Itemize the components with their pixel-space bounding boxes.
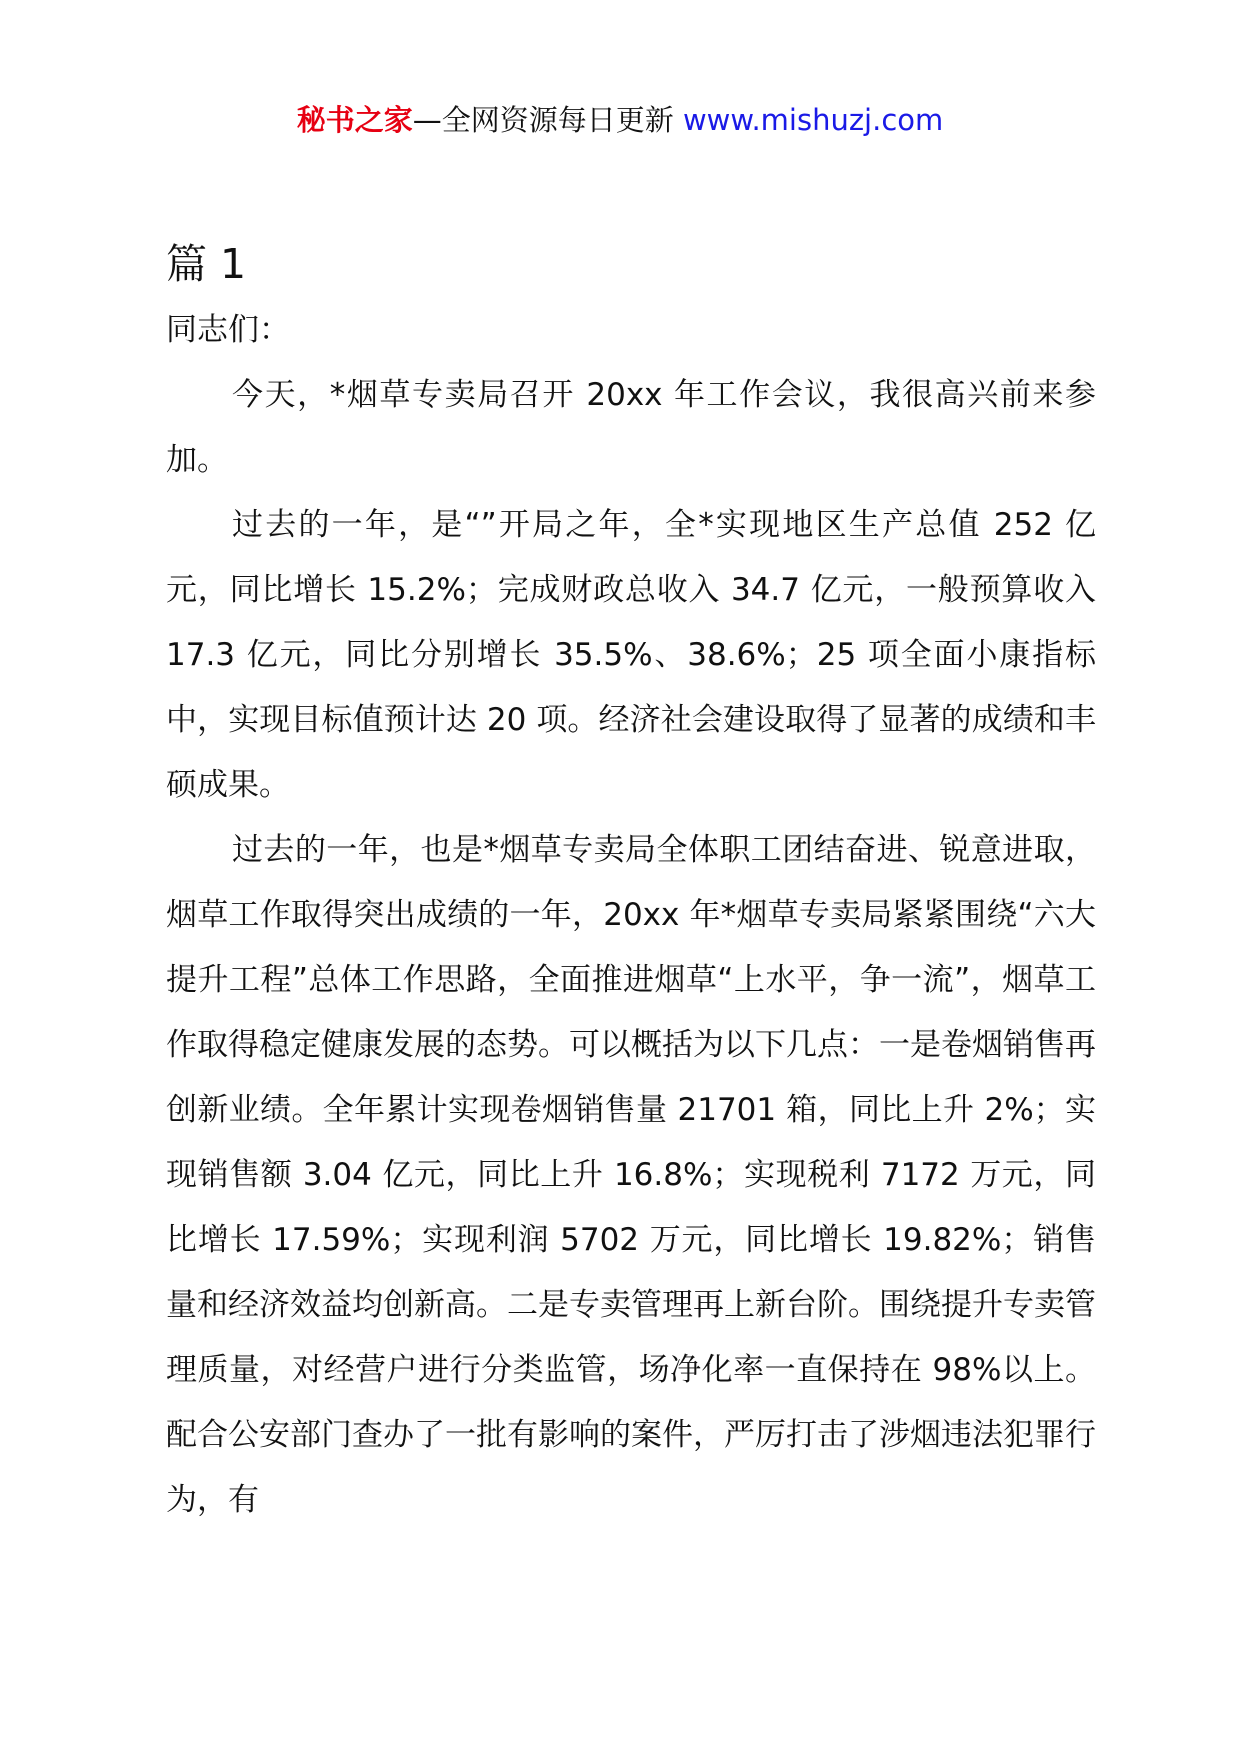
paragraph-economy: 过去的一年，是“”开局之年，全*实现地区生产总值 252 亿元，同比增长 15.2%；完成财政总收入 34.7 亿元，一般预算收入 17.3 亿元，同比分别增长 35.5%、38.6%；25 项全面小康指标中，实现目标值预计达 20 项。经济社会建设取得了显著的成绩和丰硕成果。 xyxy=(166,507,1096,803)
section-title: 篇 1 xyxy=(166,240,247,288)
greeting: 同志们： xyxy=(166,312,290,348)
site-header xyxy=(0,100,1240,140)
paragraph-opening: 今天，*烟草专卖局召开 20xx 年工作会议，我很高兴前来参加。 xyxy=(166,377,1096,478)
paragraph-tobacco-achievements: 过去的一年，也是*烟草专卖局全体职工团结奋进、锐意进取，烟草工作取得突出成绩的一年，20xx 年*烟草专卖局紧紧围绕“六大提升工程”总体工作思路，全面推进烟草“上水平，争一流”，烟草工作取得稳定健康发展的态势。可以概括为以下几点：一是卷烟销售再创新业绩。全年累计实现卷烟销售量 21701 箱，同比上升 2%；实现销售额 3.04 亿元，同比上升 16.8%；实现税利 7172 万元，同比增长 17.59%；实现利润 5702 万元，同比增长 19.82%；销售量和经济效益均创新高。二是专卖管理再上新台阶。围绕提升专卖管理质量，对经营户进行分类监管，场净化率一直保持在 98%以上。配合公安部门查办了一批有影响的案件，严厉打击了涉烟违法犯罪行为，有 xyxy=(166,832,1096,1518)
brand-name: 秘书之家 xyxy=(296,103,413,137)
document-body xyxy=(166,236,1096,1533)
header-tagline: —全网资源每日更新 xyxy=(412,103,683,137)
site-url-link[interactable]: www.mishuzj.com xyxy=(682,103,944,137)
